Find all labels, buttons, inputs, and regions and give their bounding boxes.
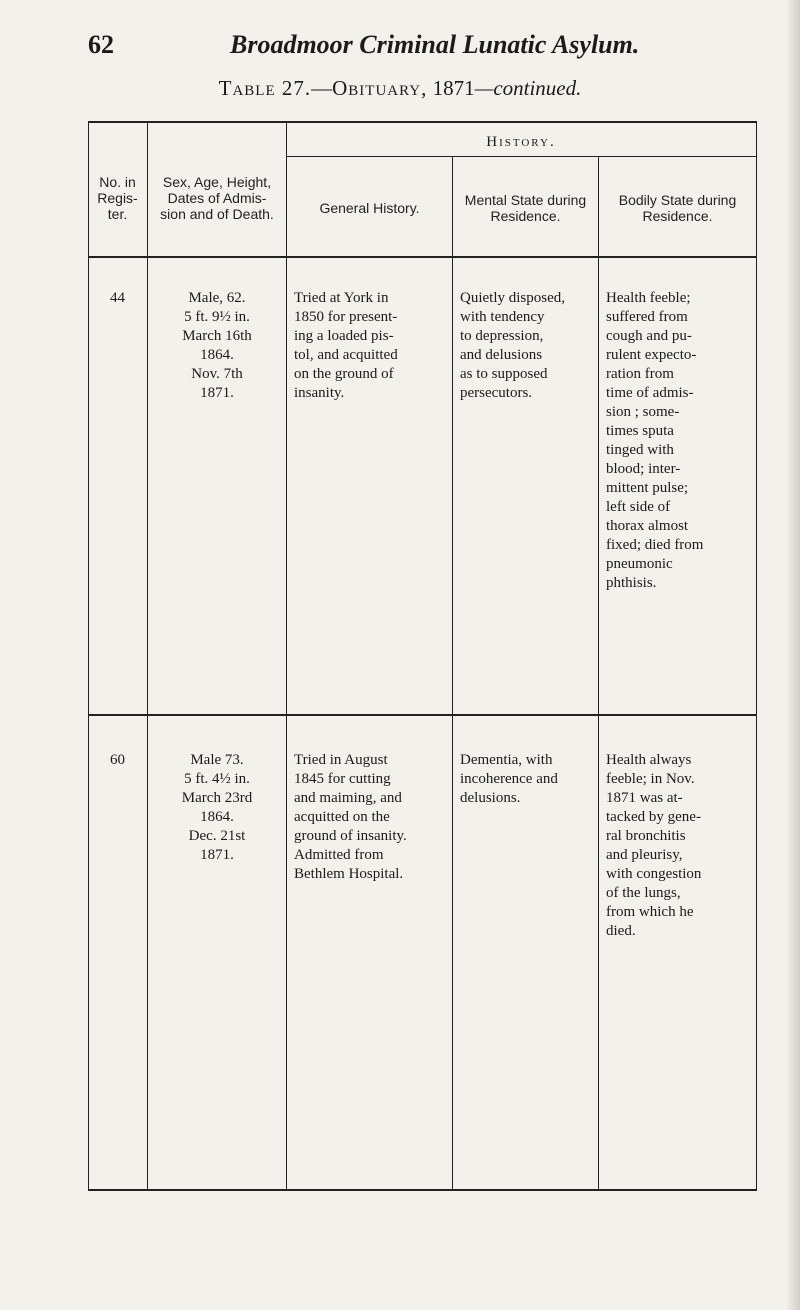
row-2-general-line: Admitted from bbox=[294, 847, 384, 863]
row-1-general-line: insanity. bbox=[294, 385, 345, 401]
row-2-general-line: acquitted on the bbox=[294, 809, 390, 825]
table-year: 1871 bbox=[427, 76, 475, 100]
row-1-bodily-line: sion ; some- bbox=[606, 404, 680, 420]
row-1-bodily-line: rulent expecto- bbox=[606, 347, 697, 363]
row-2-bodily-line: with congestion bbox=[606, 866, 702, 882]
row-1-bodily-line: cough and pu- bbox=[606, 328, 692, 344]
row-1-sex-age-line: 1871. bbox=[200, 385, 234, 401]
row-2-bodily-line: from which he bbox=[606, 904, 694, 920]
row-1-bodily-line: Health feeble; bbox=[606, 290, 691, 306]
row-1-bodily-line: mittent pulse; bbox=[606, 480, 689, 496]
table-continued: —continued. bbox=[474, 76, 582, 100]
row-2-general-line: ground of insanity. bbox=[294, 828, 407, 844]
row-1-sex-age-line: 1864. bbox=[200, 347, 234, 363]
row-2-no: 60 bbox=[110, 752, 125, 768]
col-header-bodily bbox=[599, 192, 756, 224]
row-1-general-line: 1850 for present- bbox=[294, 309, 398, 325]
row-1-no: 44 bbox=[110, 290, 125, 306]
col-rule-5 bbox=[598, 156, 599, 1191]
col-rule-1 bbox=[88, 121, 89, 1191]
row-2-bodily-line: ral bronchitis bbox=[606, 828, 686, 844]
row-2-bodily bbox=[606, 751, 754, 941]
row-1-bodily-line: times sputa bbox=[606, 423, 674, 439]
row-1-sex-age-line: Nov. 7th bbox=[191, 366, 243, 382]
row-2-sex-age-line: Male 73. bbox=[190, 752, 244, 768]
col-header-sex bbox=[148, 174, 286, 222]
col-header-mental bbox=[453, 192, 598, 224]
row-2-bodily-line: of the lungs, bbox=[606, 885, 681, 901]
table-title bbox=[0, 76, 800, 101]
row-2-sex-age-line: March 23rd bbox=[181, 790, 253, 806]
col-header-general: General History. bbox=[319, 200, 420, 216]
col-header-bodily-line: Residence. bbox=[642, 208, 713, 224]
col-header-sex-line: Dates of Admis- bbox=[167, 190, 267, 206]
history-header: History. bbox=[486, 134, 556, 150]
table-top-rule bbox=[88, 121, 757, 123]
header-bottom-rule bbox=[88, 256, 757, 258]
row-2-mental-line: incoherence and bbox=[460, 771, 558, 787]
running-head: Broadmoor Criminal Lunatic Asylum. bbox=[230, 30, 640, 59]
col-header-mental-line: Mental State during bbox=[464, 192, 587, 208]
page-edge-shadow bbox=[786, 0, 800, 1310]
row-1-bodily-line: ration from bbox=[606, 366, 674, 382]
col-rule-6 bbox=[756, 121, 757, 1191]
row-1-sex-age-line: March 16th bbox=[182, 328, 252, 344]
col-header-sex-line: sion and of Death. bbox=[160, 206, 274, 222]
title-dash: — bbox=[311, 76, 333, 100]
col-header-sex-line: Sex, Age, Height, bbox=[162, 174, 272, 190]
row-1-mental-line: persecutors. bbox=[460, 385, 533, 401]
col-rule-3 bbox=[286, 121, 287, 1191]
row-1-mental-line: Quietly disposed, bbox=[460, 290, 565, 306]
row-1-bodily-line: blood; inter- bbox=[606, 461, 681, 477]
row-1-bodily-line: left side of bbox=[606, 499, 671, 515]
page-number: 62 bbox=[88, 30, 114, 59]
row-1-general-line: on the ground of bbox=[294, 366, 394, 382]
col-header-mental-line: Residence. bbox=[490, 208, 561, 224]
row-2-bodily-line: feeble; in Nov. bbox=[606, 771, 695, 787]
row-2-bodily-line: 1871 was at- bbox=[606, 790, 683, 806]
row-1-mental bbox=[460, 289, 594, 403]
row-1-bodily-line: thorax almost bbox=[606, 518, 689, 534]
row-2-bodily-line: and pleurisy, bbox=[606, 847, 683, 863]
row-1-bodily-line: phthisis. bbox=[606, 575, 657, 591]
table-label: Table 27. bbox=[218, 76, 312, 100]
row-2-bodily-line: Health always bbox=[606, 752, 692, 768]
row-2-general-line: and maiming, and bbox=[294, 790, 402, 806]
row-1-sex-age bbox=[148, 289, 286, 403]
row-1-sex-age-line: Male, 62. bbox=[188, 290, 246, 306]
row-1-bodily bbox=[606, 289, 754, 593]
row-1-bodily-line: tinged with bbox=[606, 442, 674, 458]
row-2-general bbox=[294, 751, 444, 884]
row-2-sex-age bbox=[148, 751, 286, 865]
row-1-general-line: tol, and acquitted bbox=[294, 347, 398, 363]
row-2-sex-age-line: 1871. bbox=[200, 847, 234, 863]
row-2-bodily-line: tacked by gene- bbox=[606, 809, 701, 825]
row-1-bodily-line: suffered from bbox=[606, 309, 688, 325]
row-2-general-line: Tried in August bbox=[294, 752, 388, 768]
table-name: Obituary, bbox=[332, 76, 428, 100]
row-1-sex-age-line: 5 ft. 9½ in. bbox=[184, 309, 250, 325]
table-bottom-rule bbox=[88, 1189, 757, 1191]
row-2-mental-line: Dementia, with bbox=[460, 752, 553, 768]
row-1-bodily-line: fixed; died from bbox=[606, 537, 704, 553]
col-header-no-line: No. in bbox=[99, 174, 136, 190]
col-header-no-line: Regis- bbox=[97, 190, 138, 206]
col-rule-2 bbox=[147, 121, 148, 1191]
row-1-general-line: ing a loaded pis- bbox=[294, 328, 394, 344]
row-1-mental-line: and delusions bbox=[460, 347, 543, 363]
row-2-mental bbox=[460, 751, 594, 808]
history-sub-rule bbox=[286, 156, 757, 157]
row-1-general bbox=[294, 289, 444, 403]
row-2-bodily-line: died. bbox=[606, 923, 636, 939]
row-1-bodily-line: pneumonic bbox=[606, 556, 673, 572]
row-2-general-line: Bethlem Hospital. bbox=[294, 866, 404, 882]
row-divider-rule bbox=[88, 714, 757, 716]
col-header-no bbox=[88, 174, 147, 222]
row-2-sex-age-line: 1864. bbox=[200, 809, 234, 825]
row-1-mental-line: to depression, bbox=[460, 328, 544, 344]
row-2-mental-line: delusions. bbox=[460, 790, 521, 806]
row-2-sex-age-line: Dec. 21st bbox=[188, 828, 246, 844]
col-header-no-line: ter. bbox=[107, 206, 128, 222]
col-header-bodily-line: Bodily State during bbox=[618, 192, 737, 208]
row-1-bodily-line: time of admis- bbox=[606, 385, 694, 401]
row-1-mental-line: with tendency bbox=[460, 309, 545, 325]
row-2-general-line: 1845 for cutting bbox=[294, 771, 391, 787]
row-1-mental-line: as to supposed bbox=[460, 366, 548, 382]
col-rule-4 bbox=[452, 156, 453, 1191]
row-2-sex-age-line: 5 ft. 4½ in. bbox=[184, 771, 250, 787]
row-1-general-line: Tried at York in bbox=[294, 290, 389, 306]
